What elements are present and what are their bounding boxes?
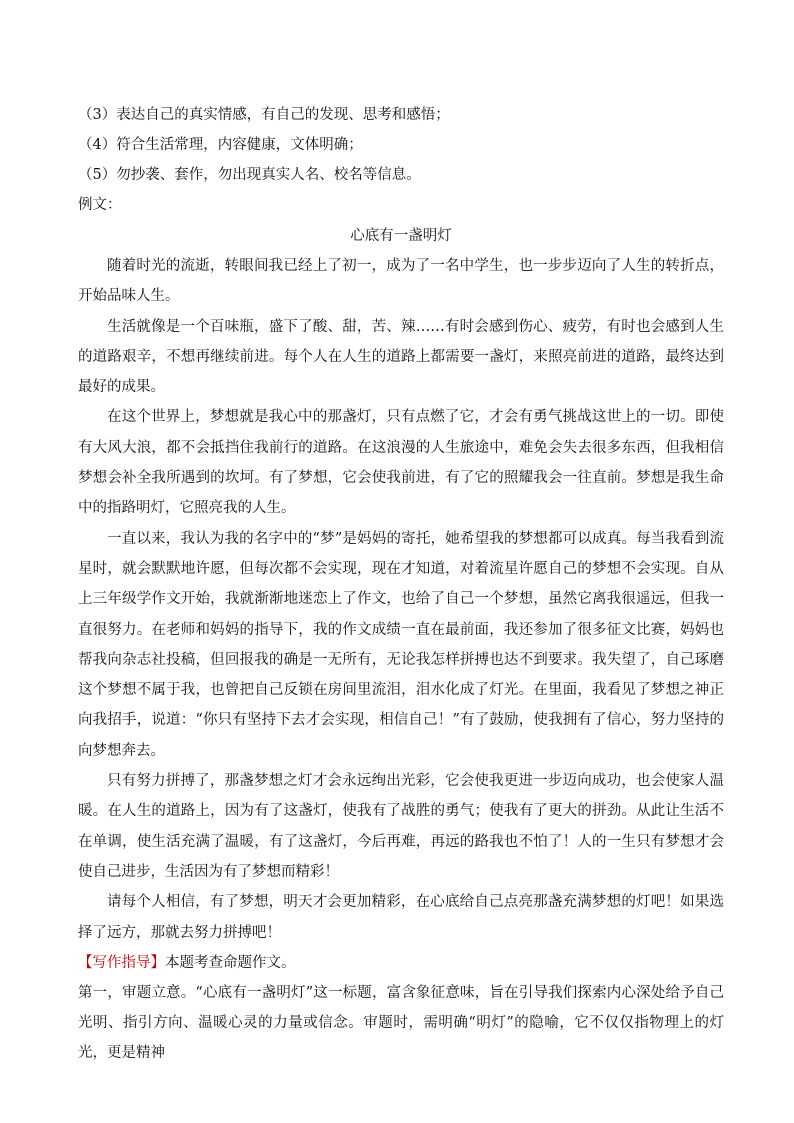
requirement-5: （5）勿抄袭、套作，勿出现真实人名、校名等信息。 [78, 167, 421, 183]
requirement-4: （4）符合生活常理，内容健康，文体明确； [78, 137, 363, 153]
writing-guide-tag: 【写作指导】 [78, 954, 165, 971]
essay-paragraph: 一直以来，我认为我的名字中的“梦”是妈妈的寄托，她希望我的梦想都可以成真。每当我看到流星时，就会默默地许愿，但每次都不会实现，现在才知道，对着流星许愿自己的梦想不会实现。自从上三年级学作文开始，我就渐渐地迷恋上了作文，也给了自己一个梦想，虽然它离我很遥远，但我一直很努力。在老师和妈妈的指导下，我的作文成绩一直在最前面，我还参加了很多征文比赛，妈妈也帮我向杂志社投稿，但回报我的确是一无所有，无论我怎样拼搏也达不到要求。我失望了，自己琢磨这个梦想不属于我，也曾把自己反锁在房间里流泪，泪水化成了灯光。在里面，我看见了梦想之神正向我招手，说道：“你只有坚持下去才会实现，相信自己！”有了鼓励，使我拥有了信心，努力坚持的向梦想奔去。 [78, 530, 724, 759]
essay-paragraph: 只有努力拼搏了，那盏梦想之灯才会永远绚出光彩，它会使我更进一步迈向成功，也会使家人温暖。在人生的道路上，因为有了这盏灯，使我有了战胜的勇气；使我有了更大的拼劲。从此让生活不在单调，使生活充满了温暖，有了这盏灯，今后再难，再远的路我也不怕了！人的一生只有梦想才会使自己进步，生活因为有了梦想而精彩！ [78, 773, 724, 880]
requirement-3: （3）表达自己的真实情感，有自己的发现、思考和感悟； [78, 107, 450, 123]
essay-paragraph: 请每个人相信，有了梦想，明天才会更加精彩，在心底给自己点亮那盏充满梦想的灯吧！如果选择了远方，那就去努力拼搏吧！ [78, 894, 724, 941]
essay-title: 心底有一盏明灯 [350, 228, 452, 244]
essay-paragraph: 随着时光的流逝，转眼间我已经上了初一，成为了一名中学生，也一步步迈向了人生的转折点，开始品味人生。 [78, 258, 724, 305]
writing-guide-intro: 本题考查命题作文。 [165, 954, 296, 971]
essay-paragraph: 在这个世界上，梦想就是我心中的那盏灯，只有点燃了它，才会有勇气挑战这世上的一切。即使有大风大浪，都不会抵挡住我前行的道路。在这浪漫的人生旅途中，难免会失去很多东西，但我相信梦想会补全我所遇到的坎坷。有了梦想，它会使我前进，有了它的照耀我会一往直前。梦想是我生命中的指路明灯，它照亮我的人生。 [78, 409, 724, 517]
document-page [78, 100, 724, 1068]
writing-guide-body: 第一，审题立意。“心底有一盏明灯”这一标题，富含象征意味，旨在引导我们探索内心深处给予自己光明、指引方向、温暖心灵的力量或信念。审题时，需明确“明灯”的隐喻，它不仅仅指物理上的灯光，更是精神 [78, 984, 724, 1061]
essay-paragraph: 生活就像是一个百味瓶，盛下了酸、甜，苦、辣……有时会感到伤心、疲劳，有时也会感到人生的道路艰辛，不想再继续前进。每个人在人生的道路上都需要一盏灯，来照亮前进的道路，最终达到最好的成果。 [78, 318, 724, 396]
example-label: 例文： [78, 197, 122, 213]
writing-guide-heading [78, 948, 724, 978]
